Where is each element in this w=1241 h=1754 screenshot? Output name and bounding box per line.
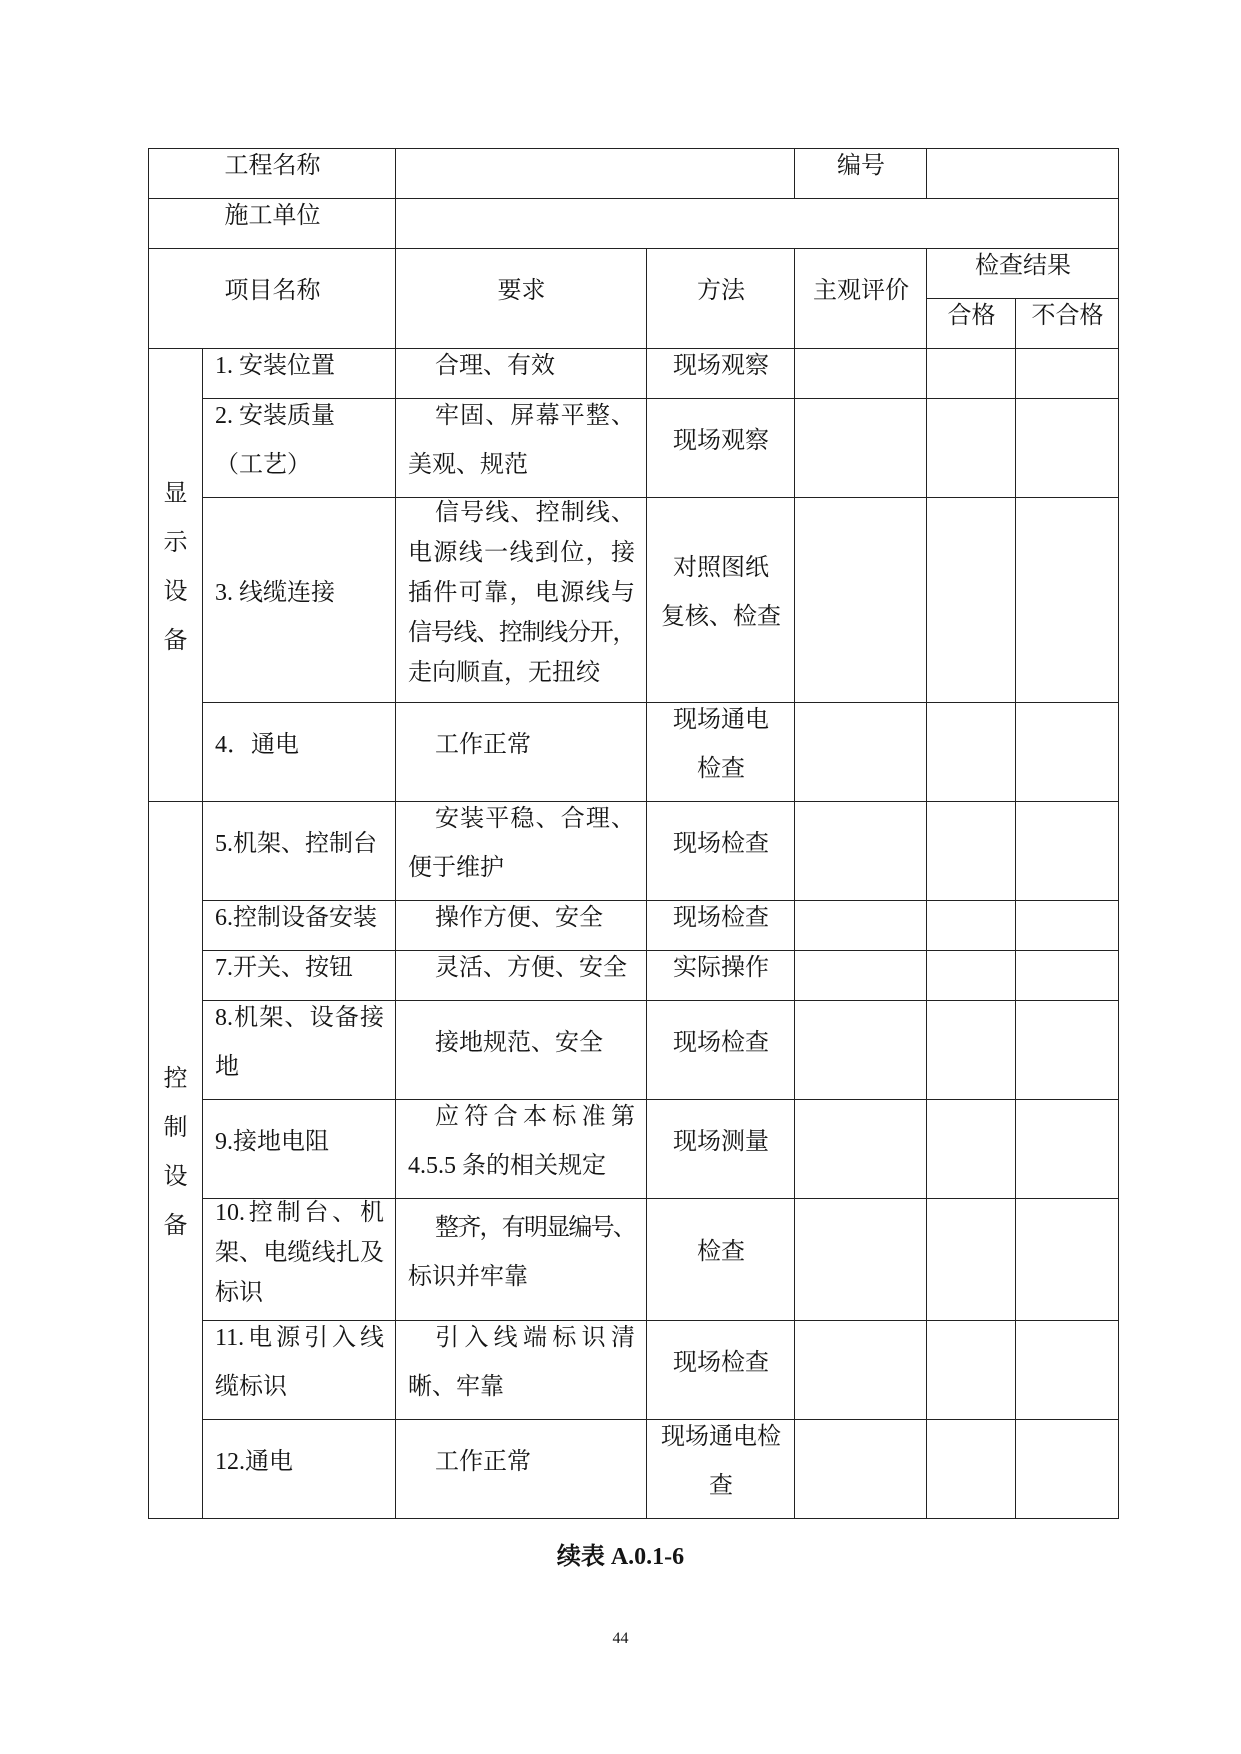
- table-caption: 续表 A.0.1-6: [556, 1544, 685, 1570]
- inspection-record-table: [148, 148, 1119, 1519]
- item-name-cell: [203, 1001, 396, 1100]
- method-line: 检查: [697, 756, 745, 782]
- item-name-line: 5.机架、控制台: [215, 830, 377, 857]
- requirement-cell: [396, 951, 647, 1001]
- header-requirement: [396, 249, 647, 349]
- requirement-cell: [396, 1199, 647, 1321]
- category-label: 控制设备: [163, 1066, 188, 1239]
- header-item-name: [149, 249, 396, 349]
- header-method: [647, 249, 795, 349]
- item-name-line: 11.电源引入线: [215, 1325, 384, 1351]
- fail-cell: [1016, 349, 1119, 399]
- item-name-line: 2. 安装质量: [215, 403, 335, 429]
- subjective-evaluation-cell: [795, 901, 927, 951]
- subjective-evaluation-cell: [795, 498, 927, 703]
- method-line: 现场检查: [673, 1029, 769, 1056]
- method-line: 现场通电: [673, 707, 769, 733]
- pass-cell: [927, 703, 1016, 802]
- contractor-value: [396, 199, 1119, 249]
- header-fail: [1016, 299, 1119, 349]
- method-cell: [647, 1001, 795, 1100]
- fail-cell: [1016, 1001, 1119, 1100]
- header-subjective-evaluation: [795, 249, 927, 349]
- method-cell: [647, 703, 795, 802]
- fail-cell: [1016, 399, 1119, 498]
- table-row: [149, 1199, 1119, 1321]
- table-body: [149, 149, 1119, 1519]
- item-name-cell: [203, 802, 396, 901]
- item-name-line: 地: [215, 1054, 239, 1080]
- item-name-line: 7.开关、按钮: [215, 955, 353, 981]
- table-row: [149, 349, 1119, 399]
- item-name-cell: [203, 1100, 396, 1199]
- header-pass-label: 合格: [947, 303, 996, 329]
- method-line: 现场测量: [673, 1128, 769, 1155]
- pass-cell: [927, 951, 1016, 1001]
- item-name-line: 4．通电: [215, 731, 299, 758]
- table-row: [149, 1100, 1119, 1199]
- item-name-cell: [203, 399, 396, 498]
- table-row: [149, 901, 1119, 951]
- requirement-cell: [396, 1001, 647, 1100]
- item-name-line: 8.机架、设备接: [215, 1005, 384, 1031]
- subjective-evaluation-cell: [795, 1321, 927, 1420]
- requirement-line: 电源线一线到位，接: [408, 540, 635, 566]
- method-cell: [647, 1420, 795, 1519]
- header-inspection-result: [927, 249, 1119, 299]
- requirement-line: 美观、规范: [408, 452, 528, 478]
- header-requirement-label: 要求: [497, 278, 546, 304]
- requirement-cell: [396, 901, 647, 951]
- method-cell: [647, 349, 795, 399]
- method-line: 现场检查: [673, 905, 769, 931]
- pass-cell: [927, 1420, 1016, 1519]
- requirement-cell: [396, 1420, 647, 1519]
- requirement-line: 整齐，有明显编号、: [435, 1214, 635, 1241]
- requirement-line: 插件可靠，电源线与: [408, 580, 635, 606]
- header-fail-label: 不合格: [1031, 303, 1104, 329]
- number-label: 编号: [837, 153, 885, 179]
- requirement-line: 便于维护: [408, 855, 504, 881]
- item-name-line: 标识: [215, 1279, 263, 1306]
- subjective-evaluation-cell: [795, 1001, 927, 1100]
- item-name-line: 架、电缆线扎及: [215, 1239, 384, 1266]
- project-row: [149, 149, 1119, 199]
- subjective-evaluation-cell: [795, 399, 927, 498]
- method-cell: [647, 1321, 795, 1420]
- requirement-cell: [396, 1321, 647, 1420]
- method-line: 现场观察: [673, 427, 769, 454]
- subjective-evaluation-cell: [795, 1199, 927, 1321]
- project-name-label-cell: [149, 149, 396, 199]
- requirement-cell: [396, 349, 647, 399]
- fail-cell: [1016, 1199, 1119, 1321]
- contractor-label-cell: [149, 199, 396, 249]
- project-name-label: 工程名称: [224, 153, 321, 179]
- fail-cell: [1016, 1100, 1119, 1199]
- table-row: [149, 498, 1119, 703]
- method-line: 检查: [697, 1239, 745, 1265]
- method-line: 对照图纸: [673, 555, 769, 581]
- table-row: [149, 802, 1119, 901]
- pass-cell: [927, 498, 1016, 703]
- method-line: 复核、检查: [661, 604, 781, 630]
- fail-cell: [1016, 901, 1119, 951]
- item-name-cell: [203, 703, 396, 802]
- fail-cell: [1016, 703, 1119, 802]
- method-cell: [647, 399, 795, 498]
- item-name-cell: [203, 1420, 396, 1519]
- table-row: [149, 951, 1119, 1001]
- item-name-cell: [203, 951, 396, 1001]
- subjective-evaluation-cell: [795, 703, 927, 802]
- subjective-evaluation-cell: [795, 349, 927, 399]
- item-name-cell: [203, 1321, 396, 1420]
- item-name-line: 9.接地电阻: [215, 1128, 329, 1155]
- header-pass: [927, 299, 1016, 349]
- method-line: 现场检查: [673, 1349, 769, 1376]
- fail-cell: [1016, 951, 1119, 1001]
- method-line: 现场通电检: [661, 1424, 781, 1450]
- subjective-evaluation-cell: [795, 1100, 927, 1199]
- requirement-cell: [396, 498, 647, 703]
- pass-cell: [927, 1321, 1016, 1420]
- requirement-line: 4.5.5 条的相关规定: [408, 1153, 606, 1179]
- item-name-line: 1. 安装位置: [215, 353, 335, 379]
- table-row: [149, 703, 1119, 802]
- method-cell: [647, 951, 795, 1001]
- category-cell: [149, 802, 203, 1519]
- table-row: [149, 1321, 1119, 1420]
- requirement-cell: [396, 1100, 647, 1199]
- pass-cell: [927, 802, 1016, 901]
- table-row: [149, 399, 1119, 498]
- fail-cell: [1016, 802, 1119, 901]
- header-inspection-result-label: 检查结果: [975, 253, 1071, 279]
- requirement-line: 牢固、屏幕平整、: [435, 403, 635, 429]
- item-name-cell: [203, 1199, 396, 1321]
- item-name-line: 6.控制设备安装: [215, 905, 377, 931]
- requirement-line: 信号线、控制线、: [435, 500, 635, 526]
- requirement-line: 走向顺直，无扭绞: [408, 660, 600, 686]
- requirement-line: 操作方便、安全: [435, 905, 603, 931]
- pass-cell: [927, 901, 1016, 951]
- item-name-line: 缆标识: [215, 1374, 287, 1400]
- item-name-line: 3. 线缆连接: [215, 579, 335, 606]
- category-cell: [149, 349, 203, 802]
- pass-cell: [927, 399, 1016, 498]
- item-name-line: 10.控制台、机: [215, 1199, 384, 1226]
- pass-cell: [927, 1001, 1016, 1100]
- pass-cell: [927, 349, 1016, 399]
- item-name-line: 12.通电: [215, 1448, 293, 1475]
- method-line: 实际操作: [673, 955, 769, 981]
- method-line: 查: [709, 1473, 733, 1499]
- requirement-line: 晰、牢靠: [408, 1374, 504, 1400]
- requirement-line: 信号线、控制线分开，: [408, 620, 635, 646]
- requirement-cell: [396, 399, 647, 498]
- method-cell: [647, 1100, 795, 1199]
- item-name-cell: [203, 901, 396, 951]
- fail-cell: [1016, 498, 1119, 703]
- fail-cell: [1016, 1420, 1119, 1519]
- number-label-cell: [795, 149, 927, 199]
- requirement-line: 标识并牢靠: [408, 1263, 528, 1290]
- requirement-line: 接地规范、安全: [435, 1029, 603, 1056]
- table-row: [149, 1001, 1119, 1100]
- pass-cell: [927, 1199, 1016, 1321]
- requirement-cell: [396, 703, 647, 802]
- requirement-line: 工作正常: [435, 731, 531, 758]
- method-cell: [647, 901, 795, 951]
- requirement-line: 合理、有效: [435, 353, 555, 379]
- contractor-label: 施工单位: [224, 203, 321, 229]
- method-cell: [647, 802, 795, 901]
- requirement-line: 灵活、方便、安全: [435, 955, 627, 981]
- method-cell: [647, 498, 795, 703]
- requirement-cell: [396, 802, 647, 901]
- header-subjective-evaluation-label: 主观评价: [813, 278, 909, 304]
- fail-cell: [1016, 1321, 1119, 1420]
- requirement-line: 引入线端标识清: [435, 1325, 635, 1351]
- method-line: 现场检查: [673, 830, 769, 857]
- column-header-row: [149, 249, 1119, 299]
- project-name-value: [396, 149, 795, 199]
- number-value: [927, 149, 1119, 199]
- requirement-line: 应符合本标准第: [435, 1104, 635, 1130]
- item-name-cell: [203, 498, 396, 703]
- header-item-name-label: 项目名称: [224, 278, 321, 304]
- page-number: 44: [612, 1630, 629, 1647]
- subjective-evaluation-cell: [795, 1420, 927, 1519]
- category-label: 显示设备: [163, 481, 188, 654]
- method-cell: [647, 1199, 795, 1321]
- method-line: 现场观察: [673, 353, 769, 379]
- pass-cell: [927, 1100, 1016, 1199]
- subjective-evaluation-cell: [795, 951, 927, 1001]
- header-method-label: 方法: [697, 278, 745, 304]
- requirement-line: 工作正常: [435, 1448, 531, 1475]
- contractor-row: [149, 199, 1119, 249]
- subjective-evaluation-cell: [795, 802, 927, 901]
- requirement-line: 安装平稳、合理、: [435, 806, 635, 832]
- item-name-line: （工艺）: [215, 452, 311, 478]
- table-row: [149, 1420, 1119, 1519]
- item-name-cell: [203, 349, 396, 399]
